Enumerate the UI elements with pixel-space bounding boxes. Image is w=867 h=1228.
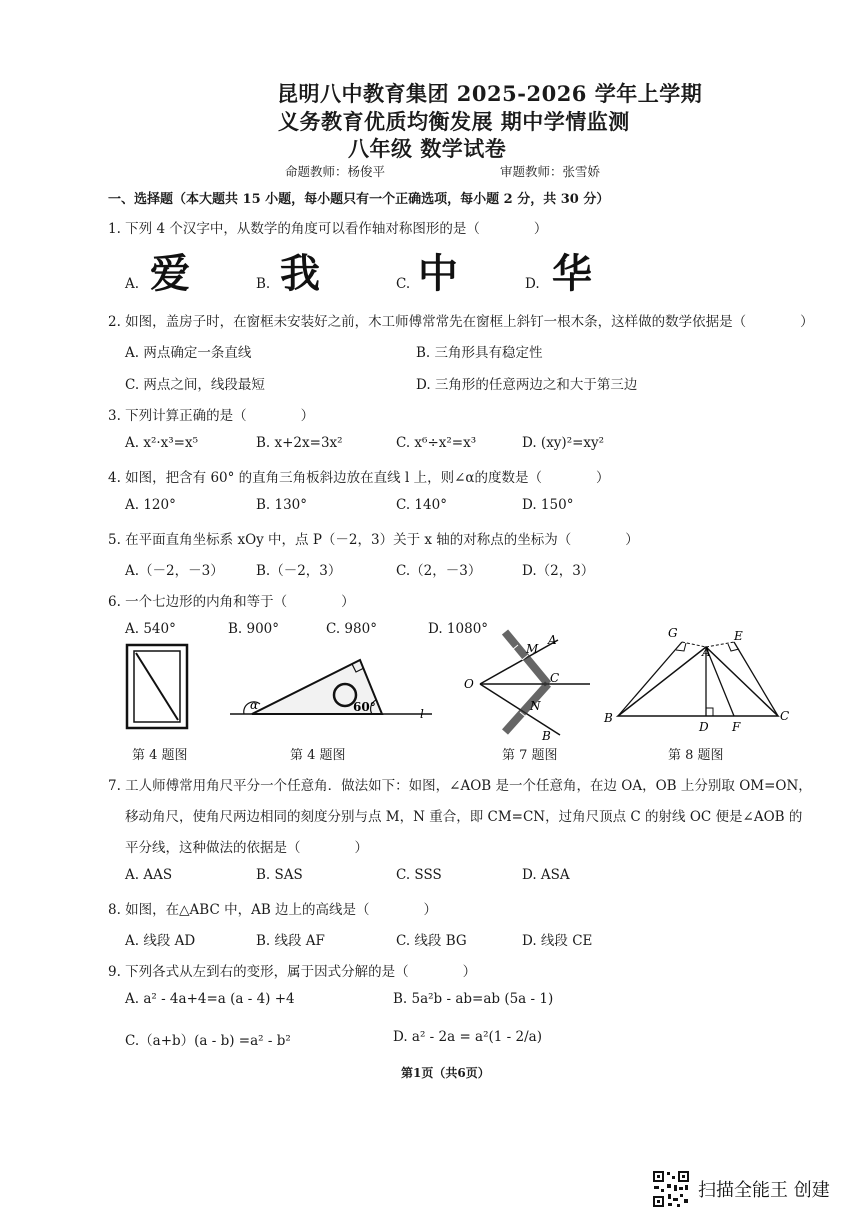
q7-line-1: 7. 工人师傅常用角尺平分一个任意角．做法如下：如图，∠AOB 是一个任意角，在边 OA，OB 上分别取 OM=ON， [108, 778, 812, 794]
q7-line-3: 平分线，这种做法的依据是（ ） [125, 840, 368, 856]
q9-stem: 9. 下列各式从左到右的变形，属于因式分解的是（ ） [108, 964, 477, 980]
reviewer: 审题教师：张雪娇 [500, 164, 601, 179]
q4-stem: 4. 如图，把含有 60° 的直角三角板斜边放在直线 l 上，则∠α的度数是（ ） [108, 470, 610, 486]
q5-option-b: B.（－2，3） [256, 563, 342, 579]
triangle-abc-figure [603, 626, 789, 734]
figure-caption-4: 第 8 题图 [668, 748, 724, 763]
q1-stem: 1. 下列 4 个汉字中，从数学的角度可以看作轴对称图形的是（ ） [108, 221, 548, 237]
q7-line-2: 移动角尺，使角尺两边相同的刻度分别与点 M，N 重合，即 CM=CN，过角尺顶点 C 的射线 OC 便是∠AOB 的 [125, 809, 803, 825]
p7-B: B [542, 729, 551, 743]
window-frame-figure [127, 645, 187, 728]
angle-bisector-figure [464, 632, 590, 743]
title-line-2: 义务教育优质均衡发展 期中学情监测 [278, 109, 630, 134]
p8-C: C [780, 709, 790, 723]
p8-B: B [604, 711, 613, 725]
p7-O: O [464, 677, 474, 691]
figure-caption-2: 第 4 题图 [290, 748, 346, 763]
q3-option-c: C. x⁶÷x²=x³ [396, 435, 477, 451]
p7-N: N [530, 699, 541, 713]
author: 命题教师：杨俊平 [285, 164, 386, 179]
q1-char-a: 爱 [150, 251, 190, 297]
q6-option-b: B. 900° [228, 621, 280, 637]
page-number: 第1页（共6页） [401, 1066, 490, 1080]
q8-option-b: B. 线段 AF [256, 933, 325, 949]
q8-option-c: C. 线段 BG [396, 933, 467, 949]
title-line-1: 昆明八中教育集团 2025-2026 学年上学期 [277, 81, 703, 106]
figure-caption-3: 第 7 题图 [502, 748, 558, 763]
q5-option-d: D.（2，3） [522, 563, 595, 579]
q9-option-b: B. 5a²b - ab=ab (5a - 1) [393, 991, 554, 1007]
scanner-brand: 扫描全能王 创建 [698, 1180, 830, 1201]
q7-option-a: A. AAS [125, 867, 173, 883]
q2-option-d: D. 三角形的任意两边之和大于第三边 [416, 377, 638, 393]
q9-option-c: C.（a+b）(a - b) =a² - b² [125, 1033, 291, 1049]
q1-label-d: D. [525, 276, 540, 292]
p7-M: M [526, 642, 539, 656]
p7-C: C [550, 671, 560, 685]
q8-stem: 8. 如图，在△ABC 中，AB 边上的高线是（ ） [108, 902, 438, 918]
q1-char-b: 我 [280, 251, 320, 297]
q7-option-c: C. SSS [396, 867, 442, 883]
q1-label-b: B. [256, 276, 271, 292]
q3-stem: 3. 下列计算正确的是（ ） [108, 408, 315, 424]
q8-option-d: D. 线段 CE [522, 933, 593, 949]
q2-stem: 2. 如图，盖房子时，在窗框未安装好之前，木工师傅常常先在窗框上斜钉一根木条，这样做的数学依据是（ ） [108, 314, 814, 330]
q5-option-a: A.（－2，－3） [125, 563, 224, 579]
q6-option-d: D. 1080° [428, 621, 489, 637]
p8-F: F [732, 720, 741, 734]
triangle-ruler-figure [230, 660, 432, 721]
q5-option-c: C.（2，－3） [396, 563, 482, 579]
q6-option-c: C. 980° [326, 621, 377, 637]
q5-stem: 5. 在平面直角坐标系 xOy 中，点 P（－2，3）关于 x 轴的对称点的坐标为（ ） [108, 532, 639, 548]
alpha-label: α [250, 698, 259, 712]
q2-option-b: B. 三角形具有稳定性 [416, 345, 543, 361]
q2-option-a: A. 两点确定一条直线 [125, 345, 252, 361]
q3-option-b: B. x+2x=3x² [256, 435, 343, 451]
q3-option-d: D. (xy)²=xy² [522, 435, 605, 451]
q1-label-a: A. [125, 276, 140, 292]
q4-option-a: A. 120° [125, 497, 176, 513]
q7-option-b: B. SAS [256, 867, 303, 883]
p8-A: A [702, 645, 711, 659]
q4-option-b: B. 130° [256, 497, 308, 513]
q1-label-c: C. [396, 276, 411, 292]
p8-D: D [699, 720, 709, 734]
q1-char-c: 中 [418, 251, 458, 297]
line-l-label: l [420, 707, 424, 721]
q6-stem: 6. 一个七边形的内角和等于（ ） [108, 594, 355, 610]
p8-E: E [734, 629, 743, 643]
q4-option-d: D. 150° [522, 497, 574, 513]
p7-A: A [548, 633, 557, 647]
p8-G: G [668, 626, 678, 640]
q6-option-a: A. 540° [125, 621, 176, 637]
q1-char-d: 华 [552, 251, 592, 297]
q4-option-c: C. 140° [396, 497, 447, 513]
q7-option-d: D. ASA [522, 867, 570, 883]
qr-code-icon [652, 1170, 690, 1208]
title-line-3: 八年级 数学试卷 [348, 136, 507, 161]
figure-caption-1: 第 4 题图 [132, 748, 188, 763]
section-heading: 一、选择题（本大题共 15 小题，每小题只有一个正确选项，每小题 2 分，共 30 分） [108, 192, 610, 207]
q3-option-a: A. x²·x³=x⁵ [125, 435, 199, 451]
q8-option-a: A. 线段 AD [125, 933, 196, 949]
q9-option-d: D. a² - 2a = a²(1 - 2/a) [393, 1029, 542, 1045]
angle-60-label: 60° [353, 700, 376, 714]
q2-option-c: C. 两点之间，线段最短 [125, 377, 265, 393]
q9-option-a: A. a² - 4a+4=a (a - 4) +4 [125, 991, 295, 1007]
